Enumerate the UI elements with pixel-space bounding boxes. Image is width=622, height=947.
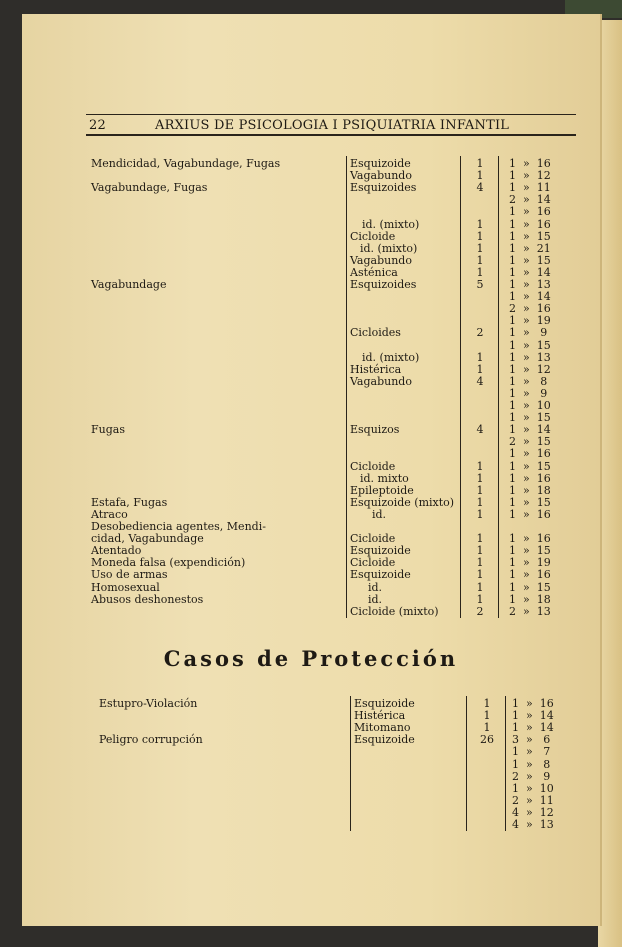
age-range: 1 » 8: [509, 374, 548, 388]
age-range: 1 » 14: [512, 709, 554, 723]
case-count: 1: [476, 495, 484, 509]
age-range: 1 » 16: [509, 507, 551, 521]
diagnosis: Histérica: [350, 362, 402, 376]
diagnosis: Cicloide (mixto): [350, 604, 439, 618]
age-range: 1 » 14: [512, 721, 554, 735]
age-range: 1 » 13: [509, 278, 551, 291]
case-category: Fugas: [91, 423, 125, 437]
age-range: 1 » 15: [509, 229, 551, 243]
case-count: 1: [476, 157, 484, 170]
age-range: 1 » 15: [509, 253, 551, 267]
case-category: cidad, Vagabundage: [91, 532, 204, 546]
case-category: Peligro corrupción: [99, 733, 203, 747]
age-range: 1 » 14: [509, 265, 551, 279]
case-count: 5: [476, 278, 484, 291]
running-title: ARXIUS DE PSICOLOGIA I PSIQUIATRIA INFANTIL: [155, 118, 510, 133]
age-range: 2 » 13: [509, 604, 551, 618]
age-range: 1 » 16: [509, 568, 551, 582]
case-category: Atraco: [91, 507, 128, 521]
age-range: 1 » 19: [509, 314, 551, 328]
age-range: 1 » 9: [509, 386, 548, 400]
case-count: 1: [476, 507, 484, 521]
age-range: 1 » 16: [509, 157, 551, 170]
age-range: 1 » 13: [509, 350, 551, 364]
age-range: 1 » 10: [509, 399, 551, 412]
age-range: 1 » 9: [509, 326, 548, 340]
case-category: Mendicidad, Vagabundage, Fugas: [91, 157, 281, 170]
diagnosis: Esquizoide: [350, 157, 411, 170]
case-count: 1: [476, 544, 484, 558]
age-range: 1 » 18: [509, 483, 551, 497]
diagnosis: id.: [372, 507, 387, 521]
age-range: 2 » 16: [509, 302, 551, 316]
column-rule: [498, 156, 499, 618]
diagnosis: Asténica: [350, 265, 398, 279]
age-range: 1 » 16: [509, 217, 551, 231]
age-range: 1 » 10: [512, 781, 554, 795]
diagnosis: Esquizoide: [354, 733, 415, 747]
age-range: 1 » 16: [509, 532, 551, 546]
case-count: 4: [476, 181, 484, 195]
column-rule: [505, 696, 506, 831]
diagnosis: Vagabundo: [350, 253, 412, 267]
diagnosis: Histérica: [354, 709, 406, 723]
case-count: 1: [483, 721, 491, 735]
book-page: [22, 14, 600, 926]
diagnosis: Esquizos: [350, 423, 400, 437]
age-range: 4 » 13: [512, 818, 554, 831]
case-count: 1: [476, 580, 484, 594]
case-count: 1: [476, 229, 484, 243]
diagnosis: id. mixto: [360, 471, 409, 485]
diagnosis: Esquizoides: [350, 181, 417, 195]
case-count: 4: [476, 374, 484, 388]
case-category: Vagabundage, Fugas: [91, 181, 208, 195]
case-count: 1: [476, 362, 484, 376]
diagnosis: Cicloide: [350, 229, 396, 243]
case-category: Moneda falsa (expendición): [91, 556, 246, 570]
case-category: Uso de armas: [91, 568, 168, 582]
diagnosis: Esquizoide: [354, 697, 415, 710]
case-count: 1: [476, 568, 484, 582]
age-range: 1 » 15: [509, 495, 551, 509]
diagnosis: Cicloide: [350, 556, 396, 570]
diagnosis: Esquizoide: [350, 568, 411, 582]
case-count: 4: [476, 423, 484, 437]
age-range: 1 » 12: [509, 362, 551, 376]
age-range: 1 » 11: [509, 181, 551, 195]
case-count: 1: [476, 169, 484, 183]
column-rule: [346, 156, 347, 618]
age-range: 2 » 9: [512, 769, 551, 783]
diagnosis: id.: [368, 580, 383, 594]
case-count: 1: [483, 697, 491, 710]
age-range: 1 » 12: [509, 169, 551, 183]
column-rule: [350, 696, 351, 831]
case-count: 1: [476, 253, 484, 267]
age-range: 2 » 15: [509, 435, 551, 449]
case-count: 1: [476, 532, 484, 546]
case-category: Atentado: [91, 544, 142, 558]
case-category: Estupro-Violación: [99, 697, 198, 710]
age-range: 1 » 15: [509, 338, 551, 352]
diagnosis: Cicloides: [350, 326, 401, 340]
case-category: Desobediencia agentes, Mendi-: [91, 520, 266, 533]
case-category: Vagabundage: [91, 278, 167, 291]
age-range: 2 » 14: [509, 193, 551, 207]
diagnosis: Epileptoide: [350, 483, 414, 497]
case-category: Estafa, Fugas: [91, 495, 168, 509]
diagnosis: Vagabundo: [350, 374, 412, 388]
case-count: 1: [476, 471, 484, 485]
age-range: 1 » 8: [512, 757, 551, 771]
age-range: 1 » 15: [509, 459, 551, 473]
diagnosis: Cicloide: [350, 532, 396, 546]
diagnosis: Mitomano: [354, 721, 411, 735]
age-range: 2 » 11: [512, 793, 554, 807]
diagnosis: Esquizoides: [350, 278, 417, 291]
age-range: 1 » 16: [512, 697, 554, 710]
case-count: 1: [483, 709, 491, 723]
diagnosis: id. (mixto): [360, 241, 418, 255]
case-count: 2: [476, 326, 484, 340]
age-range: 1 » 7: [512, 745, 551, 759]
age-range: 1 » 16: [509, 447, 551, 461]
case-count: 2: [476, 604, 484, 618]
age-range: 1 » 18: [509, 592, 551, 606]
diagnosis: Esquizoide: [350, 544, 411, 558]
diagnosis: Esquizoide (mixto): [350, 495, 455, 509]
age-range: 1 » 15: [509, 411, 551, 425]
age-range: 1 » 16: [509, 205, 551, 219]
age-range: 1 » 15: [509, 544, 551, 558]
column-rule: [460, 156, 461, 618]
age-range: 1 » 16: [509, 471, 551, 485]
diagnosis: id.: [368, 592, 383, 606]
age-range: 1 » 21: [509, 241, 551, 255]
age-range: 4 » 12: [512, 805, 554, 819]
age-range: 1 » 14: [509, 423, 551, 437]
header-rule-top: [86, 114, 576, 115]
age-range: 1 » 19: [509, 556, 551, 570]
page-number: 22: [89, 118, 106, 133]
case-count: 1: [476, 265, 484, 279]
header-rule-bottom: [86, 134, 576, 136]
case-count: 1: [476, 241, 484, 255]
case-count: 26: [480, 733, 494, 747]
case-category: Abusos deshonestos: [91, 592, 204, 606]
age-range: 1 » 15: [509, 580, 551, 594]
case-count: 1: [476, 459, 484, 473]
diagnosis: id. (mixto): [362, 350, 420, 364]
age-range: 3 » 6: [512, 733, 551, 747]
case-count: 1: [476, 592, 484, 606]
diagnosis: Cicloide: [350, 459, 396, 473]
case-count: 1: [476, 483, 484, 497]
case-category: Homosexual: [91, 580, 160, 594]
case-count: 1: [476, 350, 484, 364]
diagnosis: Vagabundo: [350, 169, 412, 183]
section-title: Casos de Protección: [163, 646, 459, 671]
diagnosis: id. (mixto): [362, 217, 420, 231]
case-count: 1: [476, 217, 484, 231]
case-count: 1: [476, 556, 484, 570]
age-range: 1 » 14: [509, 290, 551, 304]
column-rule: [466, 696, 467, 831]
page-edge: [598, 20, 622, 947]
